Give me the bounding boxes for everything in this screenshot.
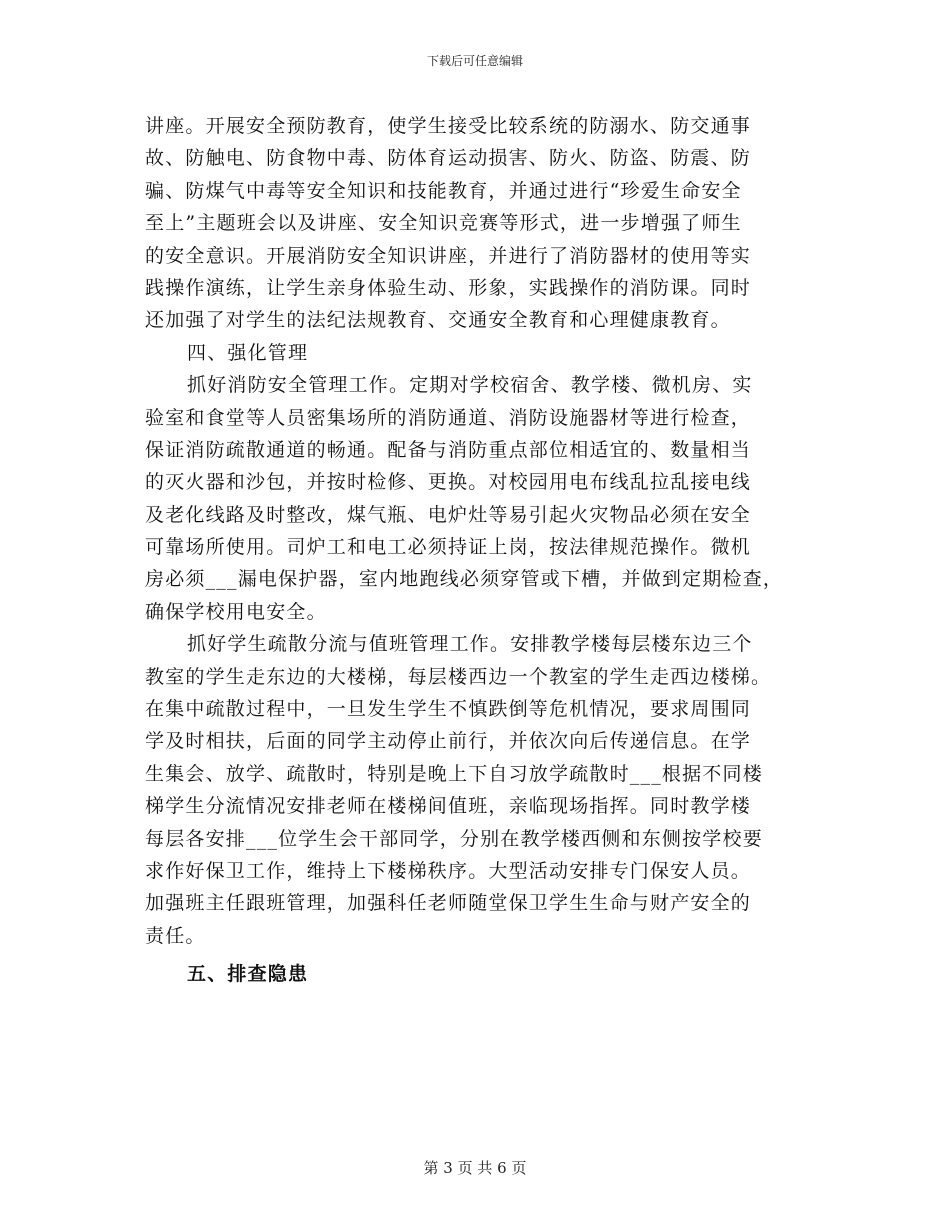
paragraph-line: 梯学生分流情况安排老师在楼梯间值班，亲临现场指挥。同时教学楼	[145, 795, 752, 818]
paragraph-line: 每层各安排___位学生会干部同学，分别在教学楼西侧和东侧按学校要	[145, 827, 763, 850]
paragraph-line: 的安全意识。开展消防安全知识讲座，并进行了消防器材的使用等实	[145, 244, 752, 267]
paragraph-line: 责任。	[145, 924, 206, 947]
paragraph-line: 的灭火器和沙包，并按时检修、更换。对校园用电布线乱拉乱接电线	[145, 471, 752, 494]
paragraph-line: 房必须___漏电保护器，室内地跑线必须穿管或下槽，并做到定期检查，	[145, 568, 784, 591]
paragraph-line: 保证消防疏散通道的畅通。配备与消防重点部位相适宜的、数量相当	[145, 438, 752, 461]
paragraph-line: 在集中疏散过程中，一旦发生学生不慎跌倒等危机情况，要求周围同	[145, 698, 752, 721]
document-body	[145, 110, 825, 991]
paragraph-line: 教室的学生走东边的大楼梯，每层楼西边一个教室的学生走西边楼梯。	[145, 665, 772, 688]
paragraph-line: 确保学校用电安全。	[145, 600, 327, 623]
paragraph-line: 及老化线路及时整改，煤气瓶、电炉灶等易引起火灾物品必须在安全	[145, 503, 752, 526]
paragraph-line: 骗、防煤气中毒等安全知识和技能教育，并通过进行“珍爱生命安全	[145, 179, 742, 202]
page-footer: 第 3 页 共 6 页	[423, 1159, 527, 1177]
paragraph-line: 至上”主题班会以及讲座、安全知识竞赛等形式，进一步增强了师生	[145, 212, 742, 235]
paragraph-line: 抓好消防安全管理工作。定期对学校宿舍、教学楼、微机房、实	[187, 374, 753, 397]
paragraph-line: 加强班主任跟班管理，加强科任老师随堂保卫学生生命与财产安全的	[145, 892, 752, 915]
paragraph-line: 故、防触电、防食物中毒、防体育运动损害、防火、防盗、防震、防	[145, 147, 752, 170]
paragraph-line: 讲座。开展安全预防教育，使学生接受比较系统的防溺水、防交通事	[145, 115, 752, 137]
paragraph-line: 验室和食堂等人员密集场所的消防通道、消防设施器材等进行检查，	[145, 406, 752, 429]
paragraph-line: 生集会、放学、疏散时，特别是晚上下自习放学疏散时___根据不同楼	[145, 762, 763, 785]
paragraph-line: 学及时相扶，后面的同学主动停止前行，并依次向后传递信息。在学	[145, 730, 752, 753]
paragraph-line: 践操作演练，让学生亲身体验生动、形象，实践操作的消防课。同时	[145, 276, 752, 299]
paragraph-line: 求作好保卫工作，维持上下楼梯秩序。大型活动安排专门保安人员。	[145, 859, 752, 882]
section-heading-5: 五、排查隐患	[187, 963, 309, 986]
paragraph-line: 还加强了对学生的法纪法规教育、交通安全教育和心理健康教育。	[145, 309, 731, 332]
paragraph-line: 抓好学生疏散分流与值班管理工作。安排教学楼每层楼东边三个	[187, 633, 753, 656]
page-header: 下载后可任意编辑	[426, 54, 523, 68]
paragraph-line: 可靠场所使用。司炉工和电工必须持证上岗，按法律规范操作。微机	[145, 536, 752, 559]
section-heading-4: 四、强化管理	[187, 341, 309, 364]
